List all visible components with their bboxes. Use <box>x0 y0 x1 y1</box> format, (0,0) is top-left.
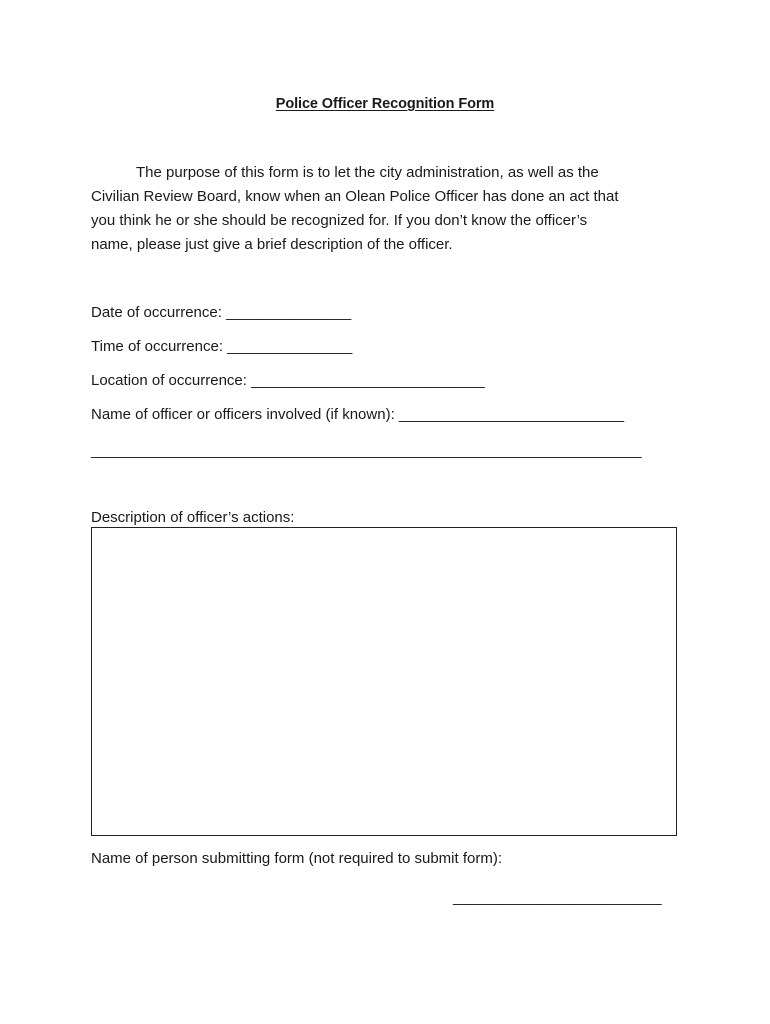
intro-line: you think he or she should be recognized for. If you don’t know the officer’s <box>91 212 588 229</box>
form-title: Police Officer Recognition Form <box>275 96 495 112</box>
description-label: Description of officer’s actions: <box>91 509 295 526</box>
date-of-occurrence-field[interactable]: Date of occurrence: _______________ <box>91 304 352 321</box>
submitter-name-line[interactable]: _________________________ <box>453 889 662 906</box>
intro-line: name, please just give a brief description of the officer. <box>91 236 453 253</box>
submitter-label: Name of person submitting form (not required to submit form): <box>91 850 502 867</box>
intro-line: The purpose of this form is to let the city administration, as well as the <box>136 164 599 181</box>
officers-involved-field[interactable]: Name of officer or officers involved (if known): ___________________________ <box>91 406 625 423</box>
location-of-occurrence-field[interactable]: Location of occurrence: ____________________________ <box>91 372 485 389</box>
description-box[interactable] <box>91 527 677 836</box>
time-of-occurrence-field[interactable]: Time of occurrence: _______________ <box>91 338 353 355</box>
intro-line: Civilian Review Board, know when an Olean Police Officer has done an act that <box>91 188 619 205</box>
intro-paragraph <box>91 161 681 257</box>
officers-involved-continuation-line[interactable]: __________________________________________________________________ <box>91 442 642 459</box>
